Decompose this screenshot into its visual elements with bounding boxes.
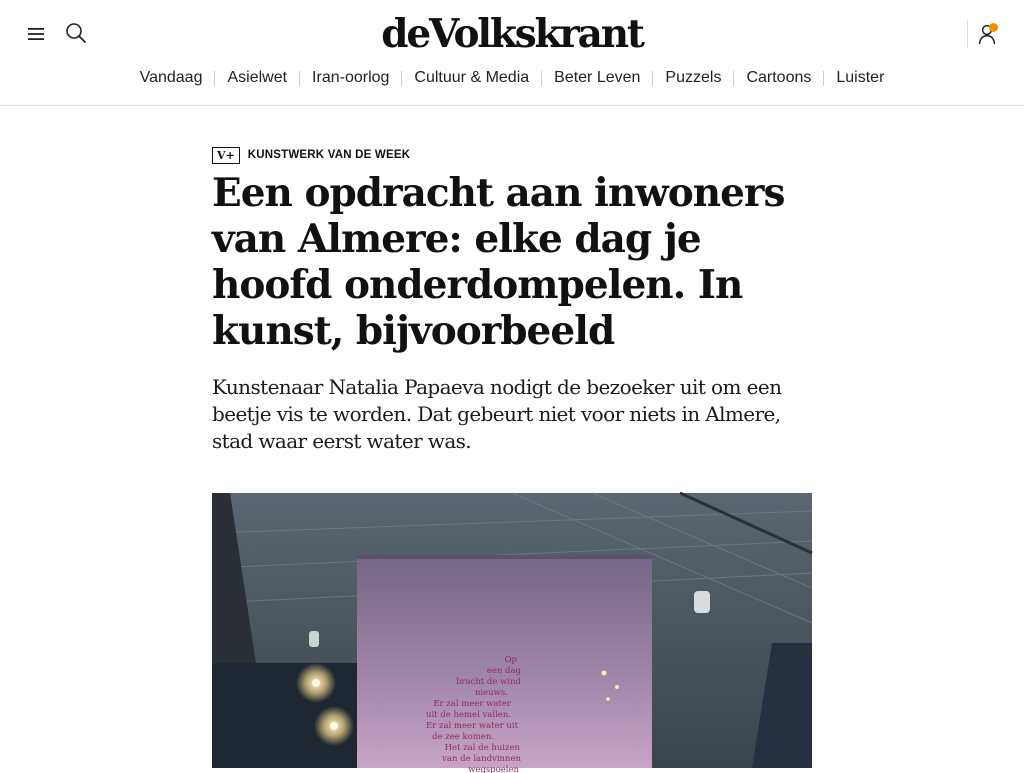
search-button[interactable] (62, 19, 90, 47)
article-kicker (212, 146, 812, 164)
nav-item-cultuur-media[interactable]: Cultuur & Media (414, 69, 530, 86)
banner-line: de zee komen. (432, 732, 494, 742)
banner-line: Het zal de huizen (444, 743, 520, 753)
banner-line: nieuws. (474, 688, 508, 698)
main-navigation (0, 67, 1024, 89)
notification-badge (989, 23, 998, 32)
banner-line: Op (504, 655, 517, 665)
hamburger-menu-icon (28, 27, 44, 41)
banner-line: bracht de wind (455, 677, 521, 687)
menu-button[interactable] (22, 20, 50, 48)
hero-photo (212, 493, 812, 773)
banner-line: wegspoelen (468, 765, 519, 773)
nav-item-cartoons[interactable]: Cartoons (746, 69, 812, 86)
banner-line: Er zal meer water uit (426, 721, 518, 731)
nav-item-iran-oorlog[interactable]: Iran-oorlog (312, 69, 390, 86)
nav-item-asielwet[interactable]: Asielwet (227, 69, 288, 86)
section-label[interactable]: KUNSTWERK VAN DE WEEK (247, 149, 411, 161)
nav-item-luister[interactable]: Luister (836, 69, 885, 86)
banner-line: van de landvinnen (442, 754, 521, 764)
site-header (0, 0, 1024, 106)
site-logo[interactable]: deVolkskrant (381, 11, 643, 57)
nav-item-beter-leven[interactable]: Beter Leven (554, 69, 641, 86)
banner-line: uit de hemel vallen. (425, 710, 511, 720)
article-title: Een opdracht aan inwoners van Almere: elke dag je hoofd onderdompelen. In kunst, bijvoorbeeld (212, 170, 785, 354)
nav-item-puzzels[interactable]: Puzzels (665, 69, 722, 86)
article (212, 146, 812, 455)
article-lead: Kunstenaar Natalia Papaeva nodigt de bezoeker uit om een beetje vis te worden. Dat gebeurt niet voor niets in Almere, stad waar eerst water was. (212, 375, 782, 453)
account-button[interactable] (974, 20, 1002, 48)
premium-badge: V+ (212, 147, 240, 164)
banner-line: Er zal meer water (433, 699, 511, 709)
nav-item-vandaag[interactable]: Vandaag (139, 69, 203, 86)
header-divider (967, 20, 968, 48)
banner-line: een dag (486, 666, 521, 676)
search-icon (65, 22, 87, 44)
hero-image (212, 493, 812, 773)
